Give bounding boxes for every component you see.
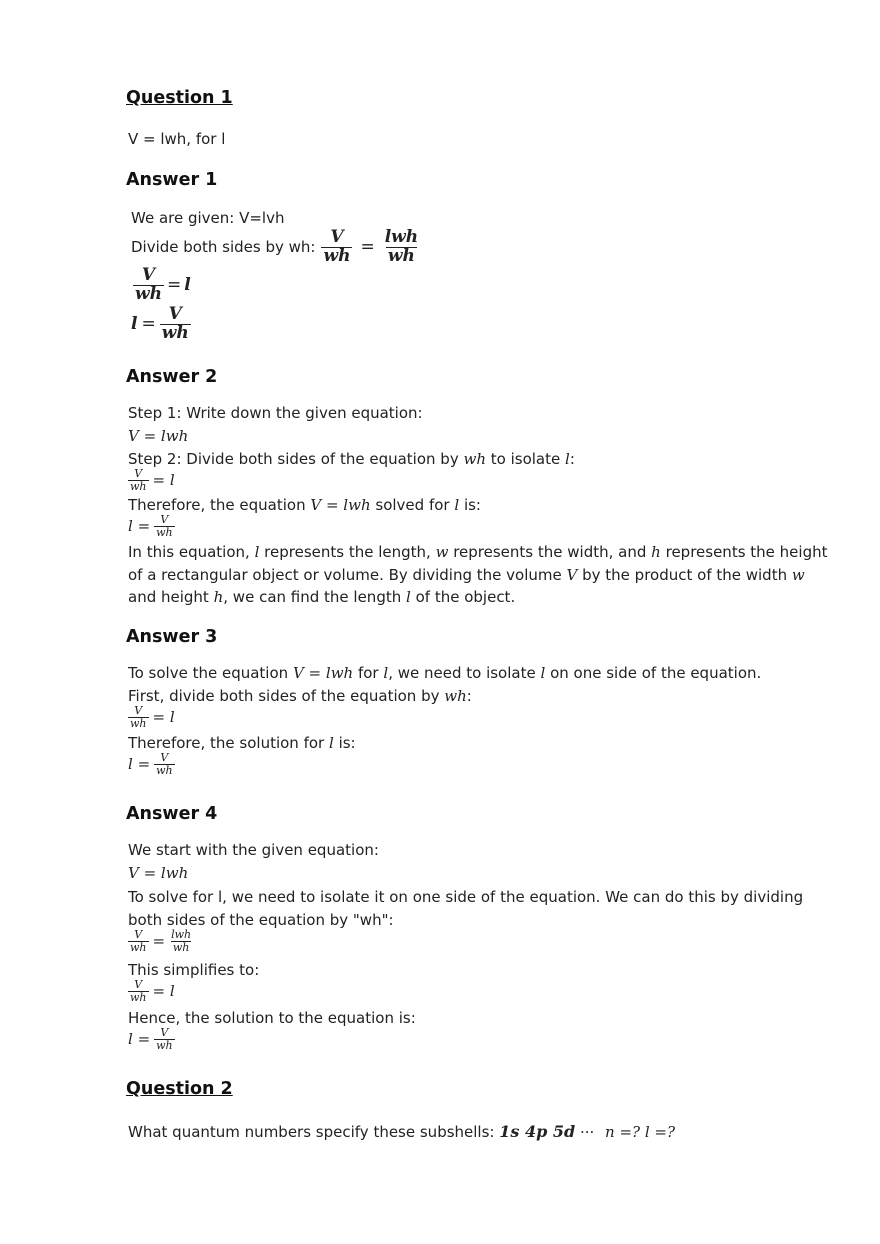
answer-2-equation-1: V = lwh bbox=[128, 427, 189, 445]
question-1-heading: Question 1 bbox=[126, 88, 233, 108]
answer-4-line-2: To solve for l, we need to isolate it on one side of the equation. We can do this by dividing bbox=[128, 888, 804, 906]
answer-2-step-2: Step 2: Divide both sides of the equation by wh to isolate l: bbox=[128, 450, 575, 468]
answer-1-line-1: We are given: V=lvh bbox=[131, 209, 285, 227]
answer-3-line-3: Therefore, the solution for l is: bbox=[128, 734, 356, 752]
answer-2-result: l = $\frac{V}{wh}$ bbox=[128, 513, 173, 539]
answer-2-step-1: Step 1: Write down the given equation: bbox=[128, 404, 423, 422]
answer-2-heading: Answer 2 bbox=[126, 367, 218, 387]
answer-2-paragraph-line-2: of a rectangular object or volume. By dividing the volume V by the product of the width w bbox=[128, 566, 805, 584]
answer-1-line-2: Divide both sides by wh: $\frac{V}{wh}$ = $\frac{\text{lwh}}{wh}$ bbox=[131, 227, 419, 266]
answer-1-heading: Answer 1 bbox=[126, 170, 218, 190]
answer-2-paragraph-line-3: and height h, we can find the length l of the object. bbox=[128, 588, 516, 606]
answer-3-line-1: To solve the equation V = lwh for l, we need to isolate l on one side of the equation. bbox=[128, 664, 762, 682]
answer-4-heading: Answer 4 bbox=[126, 804, 218, 824]
answer-3-fraction: $\frac{V}{wh}$ = l bbox=[130, 704, 175, 730]
answer-4-fraction-2: $\frac{V}{wh}$ = l bbox=[130, 978, 175, 1004]
answer-1-equation-2: $\frac{V}{wh}$ = l bbox=[135, 265, 191, 304]
answer-4-line-3: both sides of the equation by "wh": bbox=[128, 911, 394, 929]
answer-4-line-5: Hence, the solution to the equation is: bbox=[128, 1009, 416, 1027]
answer-3-line-2: First, divide both sides of the equation by wh: bbox=[128, 687, 472, 705]
answer-1-equation-3: l = $\frac{V}{wh}$ bbox=[131, 304, 189, 343]
question-2-heading: Question 2 bbox=[126, 1079, 233, 1099]
answer-3-heading: Answer 3 bbox=[126, 627, 218, 647]
answer-1-fraction-left: $\frac{V}{wh}$ bbox=[323, 227, 351, 266]
question-2-prompt: What quantum numbers specify these subshells: 1s 4p 5d ··· n =? l =? bbox=[128, 1122, 676, 1141]
answer-1-divide-text: Divide both sides by wh: bbox=[131, 238, 316, 257]
answer-2-paragraph-line-1: In this equation, l represents the length, w represents the width, and h represents the height bbox=[128, 543, 828, 561]
answer-4-equation-1: V = lwh bbox=[128, 864, 189, 882]
answer-3-result: l = $\frac{V}{wh}$ bbox=[128, 751, 173, 777]
question-1-prompt: V = lwh, for l bbox=[128, 130, 226, 148]
answer-2-therefore: Therefore, the equation V = lwh solved for l is: bbox=[128, 496, 481, 514]
answer-4-line-1: We start with the given equation: bbox=[128, 841, 379, 859]
answer-1-fraction-right: $\frac{\text{lwh}}{wh}$ bbox=[384, 227, 419, 266]
answer-4-result: l = $\frac{V}{wh}$ bbox=[128, 1026, 173, 1052]
answer-4-fraction-1: $\frac{V}{wh}$ = $\frac{\text{lwh}}{wh}$ bbox=[130, 928, 192, 954]
answer-4-line-4: This simplifies to: bbox=[128, 961, 260, 979]
answer-2-fraction-1: $\frac{V}{wh}$ = l bbox=[130, 467, 175, 493]
